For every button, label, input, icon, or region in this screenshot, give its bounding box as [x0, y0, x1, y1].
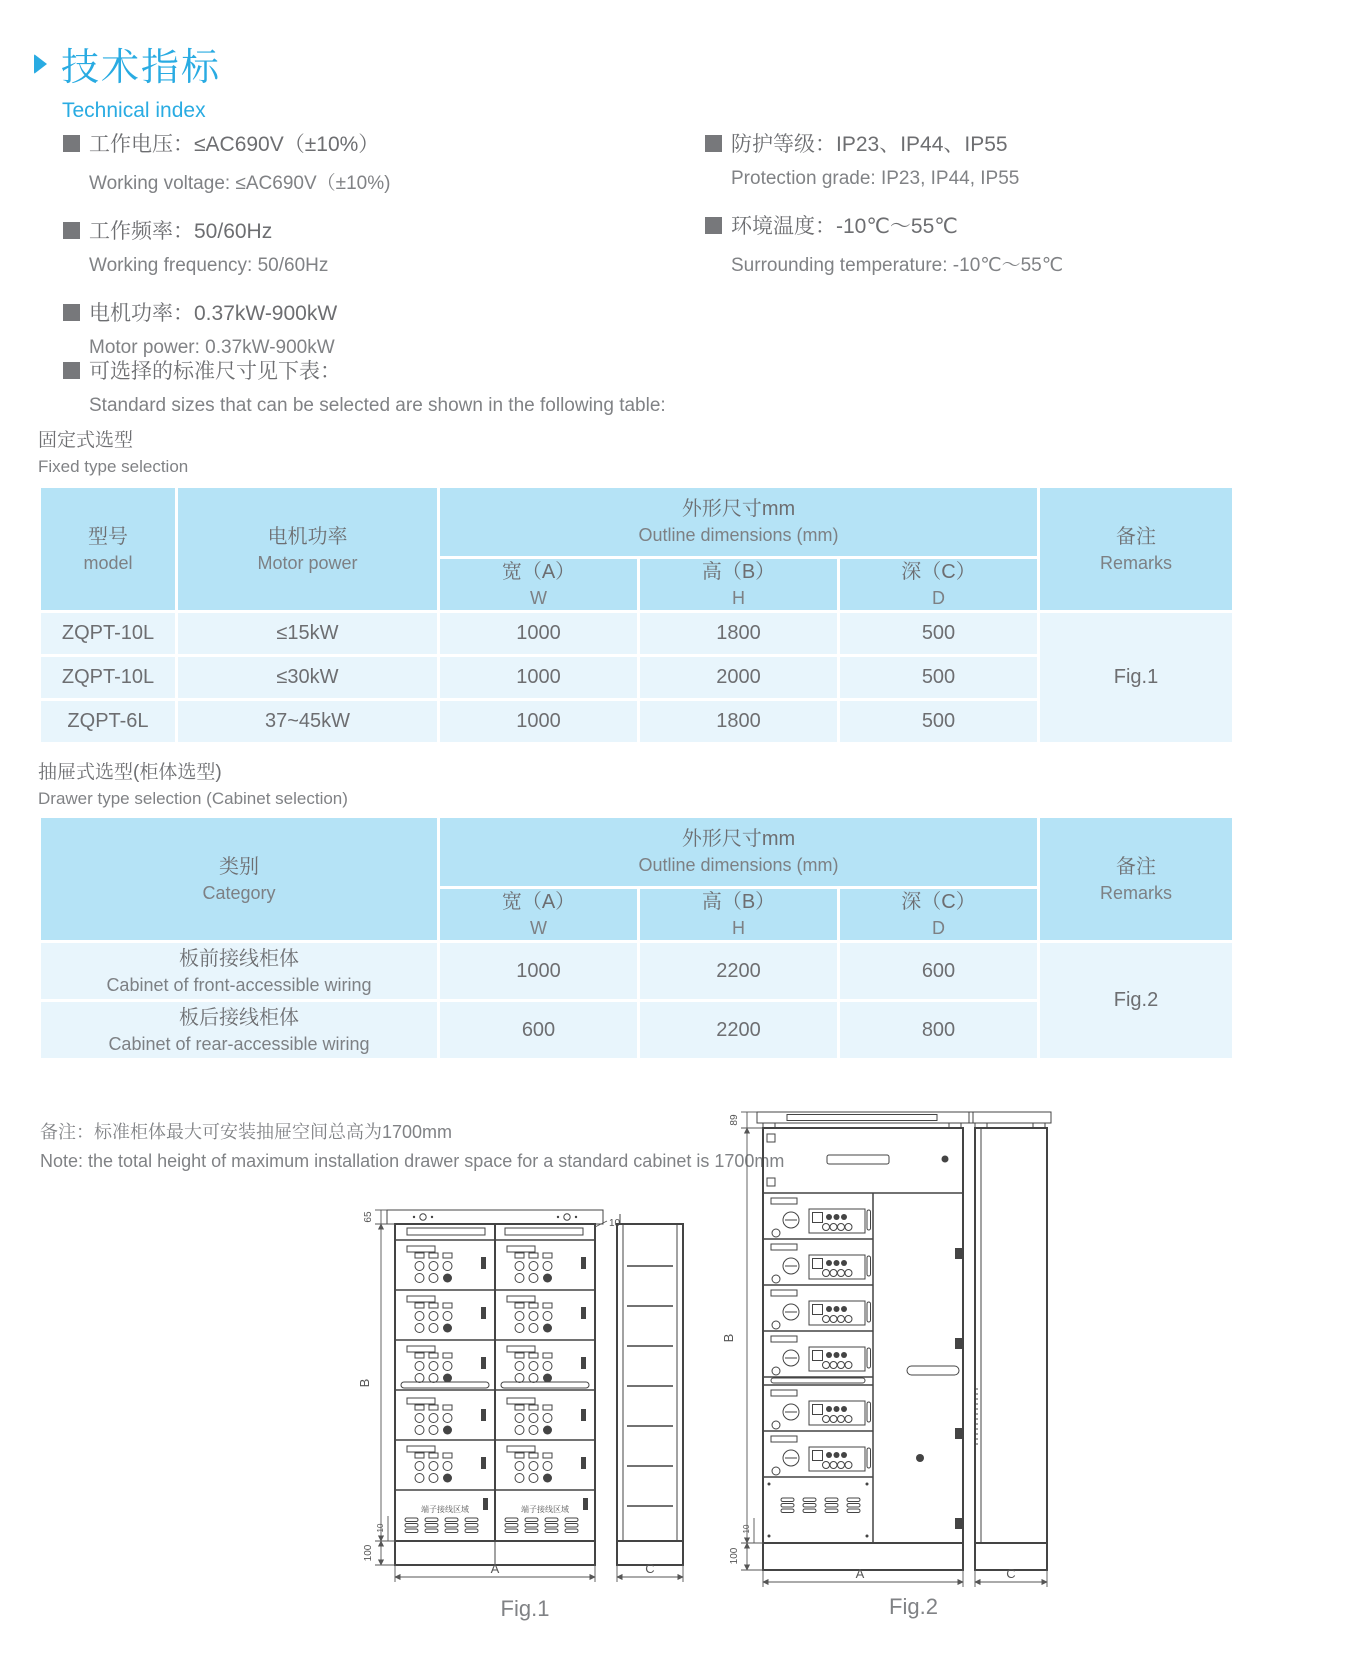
cell-category: 板后接线柜体 Cabinet of rear-accessible wiring: [40, 1001, 439, 1060]
dimension-label: 65: [363, 1211, 374, 1223]
terminal-area-label: 端子接线区域: [521, 1505, 569, 1514]
spec-en: Working frequency: 50/60Hz: [89, 255, 329, 276]
col-header-dimensions: 外形尺寸mm Outline dimensions (mm): [439, 817, 1039, 888]
spec-item: [63, 215, 390, 277]
dimension-label: 10: [376, 1523, 385, 1533]
fig2-caption: Fig.2: [889, 1594, 938, 1619]
figure-1: [355, 1196, 695, 1622]
cell-model: ZQPT-10L: [40, 612, 177, 656]
note-en: Note: the total height of maximum installation drawer space for a standard cabinet is 1700mm: [40, 1151, 785, 1171]
spec-zh: 防护等级：IP23、IP44、IP55: [731, 133, 1008, 156]
col-header-power: 电机功率 Motor power: [177, 487, 439, 612]
col-header-remarks: 备注 Remarks: [1039, 487, 1234, 612]
cell-width: 1000: [439, 700, 639, 744]
dimension-label: B: [357, 1378, 372, 1388]
bullet-square-icon: [705, 217, 722, 234]
table-note: [40, 1118, 784, 1172]
spec-en: Working voltage: ≤AC690V（±10%): [89, 173, 391, 194]
table-row: [40, 942, 1234, 1001]
dimension-label: C: [645, 1561, 655, 1576]
col-header-height: 高（B） H: [639, 558, 839, 612]
bullet-square-icon: [63, 135, 80, 152]
spec-zh: 工作电压：≤AC690V（±10%）: [89, 133, 380, 156]
spec-item: [705, 210, 1063, 277]
cell-power: ≤15kW: [177, 612, 439, 656]
cell-width: 600: [439, 1001, 639, 1060]
dimension-label: B: [721, 1333, 736, 1343]
figure-2: [715, 1098, 1060, 1620]
col-header-height: 高（B） H: [639, 888, 839, 942]
spec-zh: 电机功率：0.37kW-900kW: [89, 302, 338, 325]
bullet-square-icon: [63, 222, 80, 239]
spec-en: Motor power: 0.37kW-900kW: [89, 337, 335, 358]
spec-zh: 工作频率：50/60Hz: [89, 220, 273, 243]
dimension-label: 89: [729, 1114, 740, 1126]
bullet-square-icon: [63, 362, 80, 379]
page-subtitle: Technical index: [62, 99, 206, 122]
cell-power: 37~45kW: [177, 700, 439, 744]
spec-item: [63, 128, 390, 195]
col-header-dimensions: 外形尺寸mm Outline dimensions (mm): [439, 487, 1039, 558]
cell-depth: 800: [839, 1001, 1039, 1060]
section-title-en: Fixed type selection: [38, 457, 189, 476]
spec-zh: 可选择的标准尺寸见下表：: [89, 360, 341, 383]
spec-table-note: [63, 355, 666, 417]
cell-power: ≤30kW: [177, 656, 439, 700]
spec-zh: 环境温度：-10℃～55℃: [731, 215, 958, 238]
section-title-en: Drawer type selection (Cabinet selection): [38, 789, 348, 808]
spec-en: Surrounding temperature: -10℃～55℃: [731, 255, 1064, 276]
section-label-fixed: [38, 425, 188, 477]
fixed-type-table: [38, 485, 1235, 745]
cell-depth: 500: [839, 612, 1039, 656]
col-header-width: 宽（A） W: [439, 558, 639, 612]
fig1-caption: Fig.1: [500, 1596, 550, 1621]
cell-height: 1800: [639, 700, 839, 744]
cell-depth: 500: [839, 700, 1039, 744]
note-zh: 备注：标准柜体最大可安装抽屉空间总高为1700mm: [40, 1122, 453, 1142]
section-label-drawer: [38, 757, 348, 809]
page-title: 技术指标: [61, 47, 222, 89]
bullet-square-icon: [63, 304, 80, 321]
dimension-label: A: [855, 1566, 865, 1581]
fig1-drawing: [355, 1196, 695, 1588]
table-row: [40, 612, 1234, 656]
spec-item: [63, 297, 390, 359]
title-arrow-icon: [34, 54, 47, 74]
cell-width: 1000: [439, 942, 639, 1001]
dimension-label: A: [490, 1561, 500, 1576]
cell-height: 1800: [639, 612, 839, 656]
dimension-label: 10: [609, 1218, 621, 1229]
col-header-model: 型号 model: [40, 487, 177, 612]
cell-model: ZQPT-6L: [40, 700, 177, 744]
cell-category: 板前接线柜体 Cabinet of front-accessible wiring: [40, 942, 439, 1001]
dimension-label: 100: [363, 1544, 374, 1562]
cell-height: 2200: [639, 942, 839, 1001]
spec-en: Standard sizes that can be selected are shown in the following table:: [89, 395, 666, 416]
page-header: [34, 36, 221, 123]
col-header-category: 类别 Category: [40, 817, 439, 942]
col-header-remarks: 备注 Remarks: [1039, 817, 1234, 942]
col-header-depth: 深（C） D: [839, 558, 1039, 612]
remark-cell: Fig.1: [1039, 612, 1234, 744]
section-title-zh: 抽屉式选型(柜体选型): [38, 762, 222, 783]
section-title-zh: 固定式选型: [38, 430, 134, 451]
col-header-depth: 深（C） D: [839, 888, 1039, 942]
dimension-label: C: [1006, 1566, 1016, 1581]
cell-depth: 500: [839, 656, 1039, 700]
spec-list-left: [63, 128, 390, 379]
cell-model: ZQPT-10L: [40, 656, 177, 700]
cell-width: 1000: [439, 656, 639, 700]
cell-width: 1000: [439, 612, 639, 656]
col-header-width: 宽（A） W: [439, 888, 639, 942]
spec-item: [705, 128, 1063, 190]
spec-list-right: [705, 128, 1063, 297]
fig2-drawing: [715, 1098, 1060, 1590]
terminal-area-label: 端子接线区域: [421, 1505, 469, 1514]
remark-cell: Fig.2: [1039, 942, 1234, 1060]
spec-en: Protection grade: IP23, IP44, IP55: [731, 168, 1020, 189]
bullet-square-icon: [705, 135, 722, 152]
dimension-label: 10: [742, 1524, 751, 1534]
dimension-label: 100: [729, 1547, 740, 1565]
cell-height: 2200: [639, 1001, 839, 1060]
drawer-type-table: [38, 815, 1235, 1061]
cell-depth: 600: [839, 942, 1039, 1001]
cell-height: 2000: [639, 656, 839, 700]
